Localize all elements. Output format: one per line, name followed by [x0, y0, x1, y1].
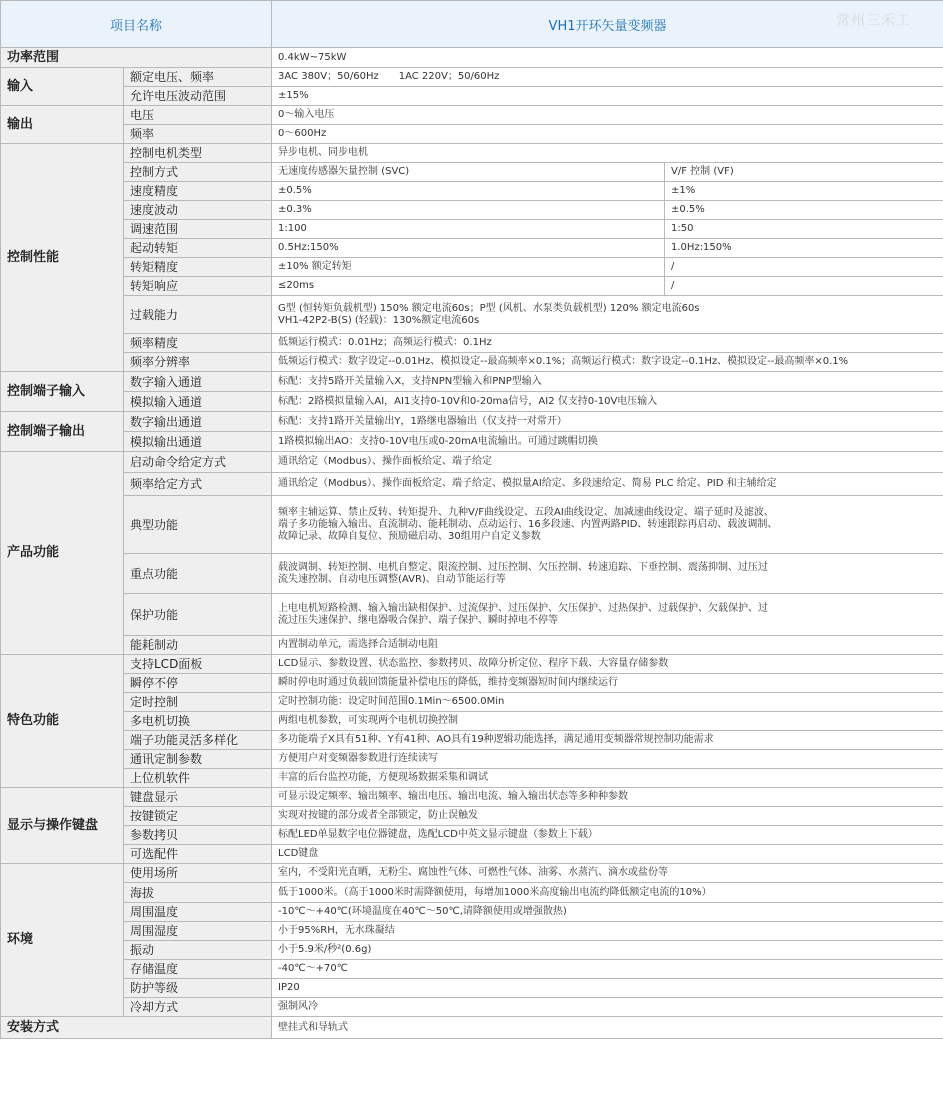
category-features: 特色功能: [1, 655, 124, 788]
table-row: [1, 864, 943, 883]
svc-value-cell: 1:100: [272, 220, 665, 239]
value-cell: 可显示设定频率、输出频率、输出电压、输出电流、输入输出状态等多种种参数: [272, 788, 943, 807]
row-label: 冷却方式: [124, 998, 272, 1017]
row-label: 模拟输入通道: [124, 392, 272, 412]
svc-value-cell: 0.5Hz:150%: [272, 239, 665, 258]
row-label: 频率: [124, 125, 272, 144]
row-label: 重点功能: [124, 554, 272, 594]
table-row: [1, 845, 943, 864]
table-row: [1, 258, 943, 277]
table-row: [1, 144, 943, 163]
table-row: [1, 125, 943, 144]
value-cell: -10℃～+40℃(环境温度在40℃～50℃,请降额使用或增强散热): [272, 903, 943, 922]
value-cell: 0.4kW~75kW: [272, 48, 943, 68]
table-row: [1, 941, 943, 960]
table-row: [1, 903, 943, 922]
row-label: 过载能力: [124, 296, 272, 334]
table-row: [1, 353, 943, 372]
value-cell: 载波调制、转矩控制、电机自整定、限流控制、过压控制、欠压控制、转速追踪、下垂控制、震荡抑制、过压过 流失速控制、自动电压调整(AVR)、自动节能运行等: [272, 554, 943, 594]
table-row: [1, 750, 943, 769]
value-cell: 低频运行模式：数字设定--0.01Hz、模拟设定--最高频率×0.1%；高频运行模式：数字设定--0.1Hz、模拟设定--最高频率×0.1%: [272, 353, 943, 372]
row-label: 启动命令给定方式: [124, 452, 272, 473]
row-label: 转矩精度: [124, 258, 272, 277]
table-row: [1, 48, 943, 68]
table-row: [1, 636, 943, 655]
value-cell: -40℃～+70℃: [272, 960, 943, 979]
row-label: 可选配件: [124, 845, 272, 864]
table-row: [1, 807, 943, 826]
value-cell: LCD键盘: [272, 845, 943, 864]
svc-value-cell: ±0.5%: [272, 182, 665, 201]
category-product-functions: 产品功能: [1, 452, 124, 655]
header-product-name: VH1开环矢量变频器: [272, 1, 943, 48]
row-label: 存储温度: [124, 960, 272, 979]
table-row: [1, 182, 943, 201]
value-cell: LCD显示、参数设置、状态监控、参数拷贝、故障分析定位、程序下载、大容量存储参数: [272, 655, 943, 674]
row-label: 周围湿度: [124, 922, 272, 941]
watermark: 常州三禾工: [836, 13, 911, 29]
table-row: [1, 883, 943, 903]
row-label: 起动转矩: [124, 239, 272, 258]
value-cell: 1路模拟输出AO：支持0-10V电压或0-20mA电流输出。可通过跳帽切换: [272, 432, 943, 452]
vf-value-cell: V/F 控制 (VF): [665, 163, 943, 182]
value-cell: 频率主辅运算、禁止反转、转矩提升、九种V/F曲线设定、五段AI曲线设定、加减速曲线设定、端子延时及滤波、 端子多功能输入输出、直流制动、能耗制动、点动运行、16多段速、内置两路PID、转速跟踪再启动、载波调制、 故障记录、故障自复位、预励磁启动、30组用户自定义参数: [272, 496, 943, 554]
value-cell: 方便用户对变频器参数进行连续读写: [272, 750, 943, 769]
value-cell: 标配：2路模拟量输入AI，AI1支持0-10V和0-20ma信号，AI2 仅支持0-10V电压输入: [272, 392, 943, 412]
table-row: [1, 655, 943, 674]
table-row: [1, 594, 943, 636]
value-cell: 上电电机短路检测、输入输出缺相保护、过流保护、过压保护、欠压保护、过热保护、过载保护、欠载保护、过 流过压失速保护、继电器吸合保护、端子保护、瞬时掉电不停等: [272, 594, 943, 636]
row-label: 频率精度: [124, 334, 272, 353]
table-row: [1, 296, 943, 334]
value-cell: 定时控制功能：设定时间范围0.1Min～6500.0Min: [272, 693, 943, 712]
row-label: 键盘显示: [124, 788, 272, 807]
row-label: 控制方式: [124, 163, 272, 182]
value-cell: 通讯给定（Modbus）、操作面板给定、端子给定: [272, 452, 943, 473]
row-label: 控制电机类型: [124, 144, 272, 163]
row-label: 模拟输出通道: [124, 432, 272, 452]
table-row: [1, 769, 943, 788]
table-row: [1, 960, 943, 979]
value-cell: 丰富的后台监控功能，方便现场数据采集和调试: [272, 769, 943, 788]
value-cell: 室内，不受阳光直晒，无粉尘、腐蚀性气体、可燃性气体、油雾、水蒸汽、滴水或盐份等: [272, 864, 943, 883]
category-power-range: 功率范围: [1, 48, 272, 68]
table-row: [1, 979, 943, 998]
value-cell: G型 (恒转矩负载机型) 150% 额定电流60s；P型 (风机、水泵类负载机型) 120% 额定电流60s VH1-42P2-B(S) (轻载)：130%额定电流60s: [272, 296, 943, 334]
table-row: [1, 201, 943, 220]
row-label: 海拔: [124, 883, 272, 903]
row-label: 电压: [124, 106, 272, 125]
svc-value-cell: ±10% 额定转矩: [272, 258, 665, 277]
row-label: 参数拷贝: [124, 826, 272, 845]
row-label: 瞬停不停: [124, 674, 272, 693]
category-terminal-output: 控制端子输出: [1, 412, 124, 452]
value-cell: IP20: [272, 979, 943, 998]
row-label: 按键锁定: [124, 807, 272, 826]
table-row: [1, 68, 943, 87]
value-cell: 3AC 380V；50/60Hz 1AC 220V；50/60Hz: [272, 68, 943, 87]
value-cell: 异步电机、同步电机: [272, 144, 943, 163]
row-label: 使用场所: [124, 864, 272, 883]
value-cell: 0～600Hz: [272, 125, 943, 144]
table-row: [1, 473, 943, 496]
row-label: 通讯定制参数: [124, 750, 272, 769]
value-cell: 多功能端子X具有51种、Y有41种、AO具有19种逻辑功能选择，满足通用变频器常规控制功能需求: [272, 731, 943, 750]
table-row: [1, 826, 943, 845]
table-row: [1, 392, 943, 412]
value-cell: 两组电机参数，可实现两个电机切换控制: [272, 712, 943, 731]
row-label: 速度精度: [124, 182, 272, 201]
table-row: [1, 788, 943, 807]
vf-value-cell: /: [665, 277, 943, 296]
category-output: 输出: [1, 106, 124, 144]
category-input: 输入: [1, 68, 124, 106]
row-label: 调速范围: [124, 220, 272, 239]
table-row: [1, 712, 943, 731]
row-label: 支持LCD面板: [124, 655, 272, 674]
vf-value-cell: 1.0Hz:150%: [665, 239, 943, 258]
value-cell: 内置制动单元，需选择合适制动电阻: [272, 636, 943, 655]
value-cell: ±15%: [272, 87, 943, 106]
table-row: [1, 554, 943, 594]
category-terminal-input: 控制端子输入: [1, 372, 124, 412]
value-cell: 标配：支持1路开关量输出Y，1路继电器输出（仅支持一对常开）: [272, 412, 943, 432]
vf-value-cell: ±1%: [665, 182, 943, 201]
table-row: [1, 496, 943, 554]
svc-value-cell: ±0.3%: [272, 201, 665, 220]
row-label: 端子功能灵活多样化: [124, 731, 272, 750]
row-label: 典型功能: [124, 496, 272, 554]
category-environment: 环境: [1, 864, 124, 1017]
vf-value-cell: /: [665, 258, 943, 277]
value-cell: 低频运行模式：0.01Hz；高频运行模式：0.1Hz: [272, 334, 943, 353]
table-row: [1, 731, 943, 750]
svc-value-cell: 无速度传感器矢量控制 (SVC): [272, 163, 665, 182]
table-row: [1, 372, 943, 392]
category-display-keyboard: 显示与操作键盘: [1, 788, 124, 864]
value-cell: 0～输入电压: [272, 106, 943, 125]
table-row: [1, 1017, 943, 1039]
row-label: 多电机切换: [124, 712, 272, 731]
value-cell: 通讯给定（Modbus）、操作面板给定、端子给定、模拟量AI给定、多段速给定、简易 PLC 给定、PID 和主辅给定: [272, 473, 943, 496]
value-cell: 低于1000米。（高于1000米时需降额使用，每增加1000米高度输出电流约降低额定电流的10%）: [272, 883, 943, 903]
value-cell: 标配：支持5路开关量输入X，支持NPN型输入和PNP型输入: [272, 372, 943, 392]
table-row: [1, 412, 943, 432]
row-label: 转矩响应: [124, 277, 272, 296]
row-label: 能耗制动: [124, 636, 272, 655]
row-label: 速度波动: [124, 201, 272, 220]
table-row: [1, 239, 943, 258]
table-row: [1, 452, 943, 473]
value-cell: 强制风冷: [272, 998, 943, 1017]
value-cell: 实现对按键的部分或者全部锁定，防止误触发: [272, 807, 943, 826]
value-cell: 小于95%RH，无水珠凝结: [272, 922, 943, 941]
table-row: [1, 334, 943, 353]
svc-value-cell: ≤20ms: [272, 277, 665, 296]
table-row: [1, 693, 943, 712]
table-row: [1, 106, 943, 125]
header-item-name: 项目名称: [1, 1, 272, 48]
row-label: 数字输入通道: [124, 372, 272, 392]
value-cell: 小于5.9米/秒²(0.6g): [272, 941, 943, 960]
row-label: 上位机软件: [124, 769, 272, 788]
table-row: [1, 87, 943, 106]
header-row: [1, 1, 943, 48]
row-label: 保护功能: [124, 594, 272, 636]
row-label: 频率给定方式: [124, 473, 272, 496]
table-row: [1, 432, 943, 452]
table-row: [1, 163, 943, 182]
row-label: 额定电压、频率: [124, 68, 272, 87]
row-label: 周围温度: [124, 903, 272, 922]
value-cell: 瞬时停电时通过负载回馈能量补偿电压的降低，维持变频器短时间内继续运行: [272, 674, 943, 693]
table-row: [1, 220, 943, 239]
category-installation: 安装方式: [1, 1017, 272, 1039]
value-cell: 壁挂式和导轨式: [272, 1017, 943, 1039]
table-row: [1, 922, 943, 941]
row-label: 防护等级: [124, 979, 272, 998]
row-label: 允许电压波动范围: [124, 87, 272, 106]
row-label: 频率分辨率: [124, 353, 272, 372]
vf-value-cell: 1:50: [665, 220, 943, 239]
row-label: 数字输出通道: [124, 412, 272, 432]
category-control-performance: 控制性能: [1, 144, 124, 372]
table-row: [1, 277, 943, 296]
vf-value-cell: ±0.5%: [665, 201, 943, 220]
table-row: [1, 674, 943, 693]
value-cell: 标配LED单显数字电位器键盘，选配LCD中英文显示键盘（参数上下载）: [272, 826, 943, 845]
row-label: 定时控制: [124, 693, 272, 712]
table-row: [1, 998, 943, 1017]
row-label: 振动: [124, 941, 272, 960]
